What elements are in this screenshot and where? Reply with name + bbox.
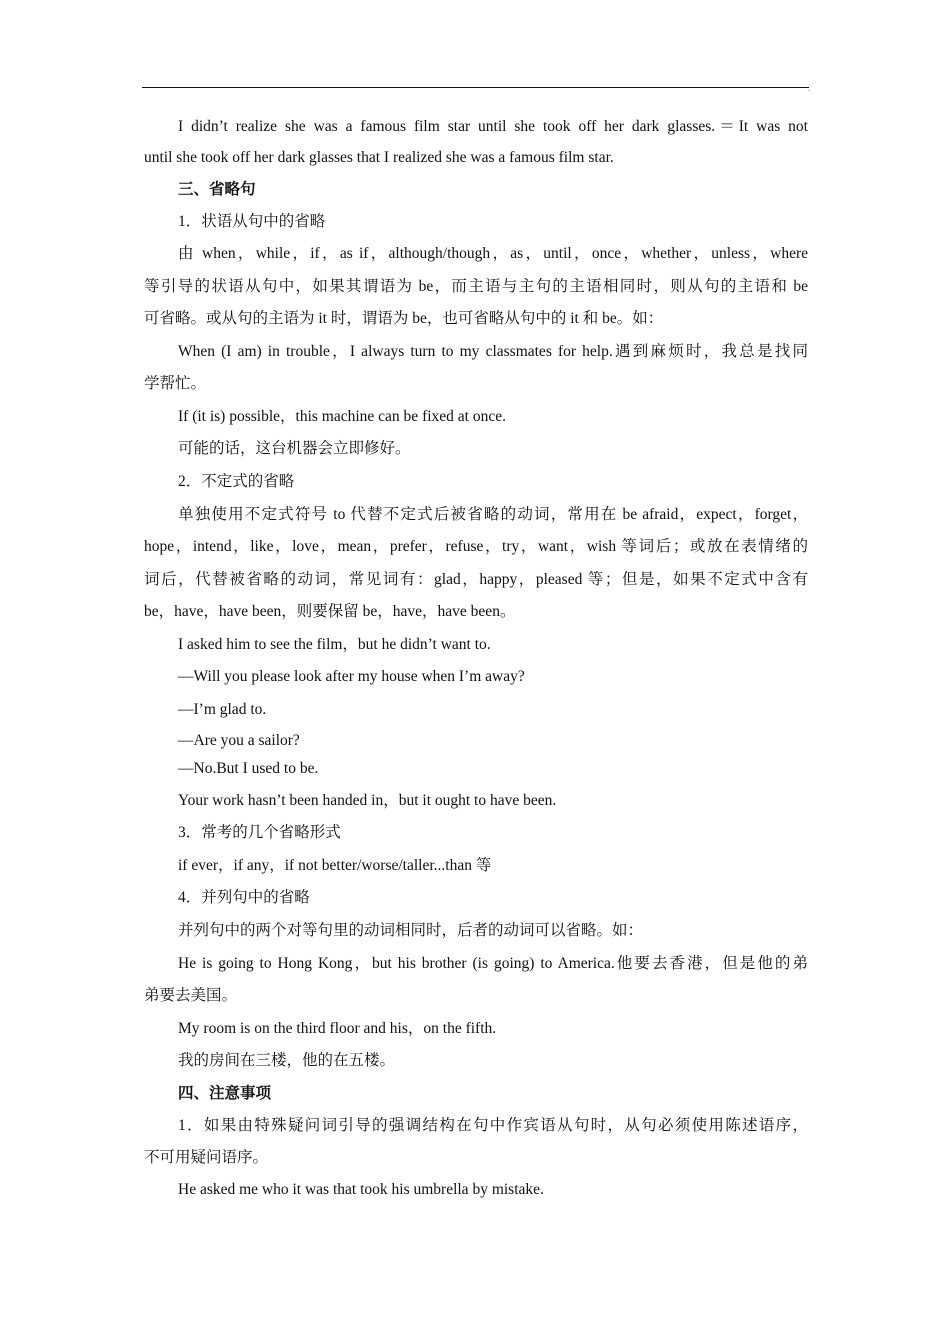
text-line: I didn’t realize she was a famous film star until she took off her dark glasses.＝It was not	[178, 118, 808, 135]
subsection-heading: 1．状语从句中的省略	[178, 213, 326, 230]
example-line: He is going to Hong Kong，but his brother (is going) to America.他要去香港，但是他的弟	[178, 955, 808, 972]
text-line: 词后，代替被省略的动词，常见词有：glad，happy，pleased 等；但是，如果不定式中含有	[144, 571, 808, 588]
example-line: 学帮忙。	[144, 375, 207, 392]
example-line: Your work hasn’t been handed in，but it ought to have been.	[178, 792, 557, 809]
example-line: If (it is) possible，this machine can be fixed at once.	[178, 408, 506, 425]
example-line: 我的房间在三楼，他的在五楼。	[178, 1052, 396, 1069]
text-line: 不可用疑问语序。	[144, 1149, 269, 1166]
text-line: 由 when，while，if，as if，although/though，as，until，once，whether，unless，where	[178, 245, 808, 262]
text-line: 等引导的状语从句中，如果其谓语为 be，而主语与主句的主语相同时，则从句的主语和 be	[144, 278, 808, 295]
example-line: He asked me who it was that took his umbrella by mistake.	[178, 1181, 544, 1198]
header-mark: .	[808, 84, 810, 93]
section-heading: 四、注意事项	[178, 1085, 272, 1102]
text-line: be，have，have been，则要保留 be，have，have been。	[144, 603, 516, 620]
example-line: —Are you a sailor?	[178, 732, 300, 749]
text-line: 并列句中的两个对等句里的动词相同时，后者的动词可以省略。如：	[178, 922, 644, 939]
example-line: —I’m glad to.	[178, 701, 267, 718]
subsection-heading: 2．不定式的省略	[178, 473, 295, 490]
text-line: hope，intend，like，love，mean，prefer，refuse，try，want，wish 等词后；或放在表情绪的	[144, 538, 808, 555]
text-line: if ever，if any，if not better/worse/taller...than 等	[178, 857, 492, 874]
text-line: 可省略。或从句的主语为 it 时，谓语为 be，也可省略从句中的 it 和 be。如：	[144, 310, 664, 327]
example-line: 弟要去美国。	[144, 987, 238, 1004]
header-rule	[142, 87, 809, 88]
section-heading: 三、省略句	[178, 181, 256, 198]
example-line: 可能的话，这台机器会立即修好。	[178, 440, 411, 457]
text-line: 单独使用不定式符号 to 代替不定式后被省略的动词，常用在 be afraid，expect，forget，	[178, 506, 808, 523]
subsection-heading: 3．常考的几个省略形式	[178, 824, 341, 841]
subsection-heading: 4．并列句中的省略	[178, 889, 310, 906]
example-line: —No.But I used to be.	[178, 760, 319, 777]
example-line: My room is on the third floor and his，on the fifth.	[178, 1020, 497, 1037]
text-line: 1．如果由特殊疑问词引导的强调结构在句中作宾语从句时，从句必须使用陈述语序，	[178, 1117, 808, 1134]
example-line: —Will you please look after my house when I’m away?	[178, 668, 525, 685]
example-line: When (I am) in trouble，I always turn to my classmates for help.遇到麻烦时，我总是找同	[178, 343, 808, 360]
example-line: I asked him to see the film，but he didn’t want to.	[178, 636, 491, 653]
text-line: until she took off her dark glasses that I realized she was a famous film star.	[144, 149, 614, 166]
